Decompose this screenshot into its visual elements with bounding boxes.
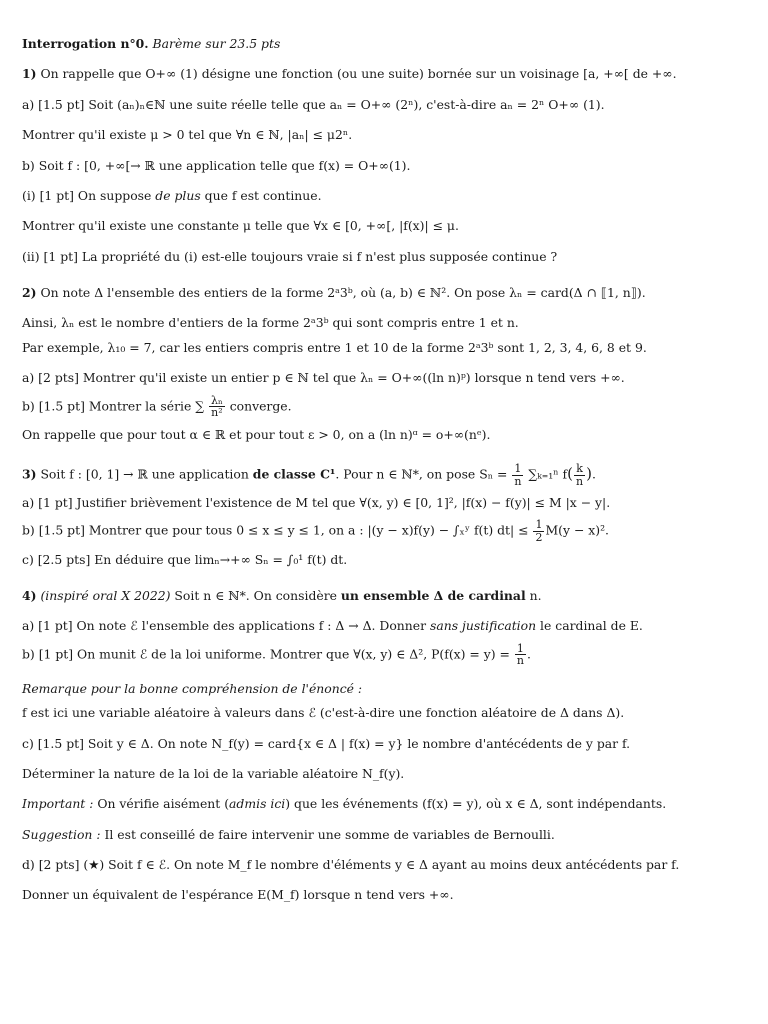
q2b-frac-den: n² — [211, 406, 223, 420]
q4-intro-bold: un ensemble Δ de cardinal — [340, 587, 526, 603]
q3-intro-sum: ∑ₖ₌₁ⁿ f — [528, 466, 568, 482]
q2b-fraction — [209, 395, 225, 419]
q3-paren-close: ) — [586, 464, 592, 483]
q4b-fraction — [515, 643, 526, 667]
q4b: b) [1 pt] On munit ℰ de la loi uniforme. Montrer que ∀(x, y) ∈ Δ², P(f(x) = y) = $\frac{1}{n}$ . — [22, 641, 531, 668]
q1bi-statement — [22, 188, 744, 204]
q3-intro: 3) Soit f : [0, 1] → ℝ une application de classe C¹. Pour n ∈ ℕ*, on pose Sₙ = $\frac{1}{n}$ ∑ₖ₌₁ⁿ f( $\frac{k}{n}$ ). — [22, 461, 596, 488]
q2a: a) [2 pts] Montrer qu'il existe un entier p ∈ ℕ tel que λₙ = O+∞((ln n)ᵖ) lorsque n tend vers +∞. — [22, 370, 625, 386]
exam-title: Interrogation n°0. — [22, 36, 149, 51]
q2b-frac-num: λₙ — [211, 393, 223, 407]
q3-frac2 — [574, 463, 585, 487]
q4b-frac-den: n — [516, 654, 524, 668]
q1-intro — [22, 66, 744, 82]
q2b-prefix: b) [1.5 pt] Montrer la série ∑ — [22, 398, 205, 414]
q2-rappel: On rappelle que pour tout α ∈ ℝ et pour tout ε > 0, on a (ln n)ᵅ = o+∞(nᵉ). — [22, 426, 491, 442]
q4-remarque-label: Remarque pour la bonne compréhension de l'énoncé : — [22, 680, 363, 696]
q3b-frac-num: 1 — [535, 518, 543, 532]
q4-suggestion — [22, 827, 744, 843]
q2-intro — [22, 285, 744, 301]
q4-important-prefix: On vérifie aisément ( — [93, 796, 230, 812]
q3-number: 3) — [22, 466, 37, 482]
q1bii: (ii) [1 pt] La propriété du (i) est-elle toujours vraie si f n'est plus supposée continue ? — [22, 248, 558, 264]
q1bi-task: Montrer qu'il existe une constante μ telle que ∀x ∈ [0, +∞[, |f(x)| ≤ μ. — [22, 218, 459, 234]
q2-number: 2) — [22, 285, 37, 300]
q4a — [22, 618, 744, 634]
q4-intro-end: n. — [525, 587, 542, 603]
q2-exemple: Par exemple, λ₁₀ = 7, car les entiers compris entre 1 et 10 de la forme 2ᵃ3ᵇ sont 1, 2, 3, 4, 6, 8 et 9. — [22, 339, 647, 355]
q1bi-prefix: (i) [1 pt] On suppose — [22, 187, 156, 203]
q4a-suffix: le cardinal de E. — [536, 618, 643, 634]
q3c: c) [2.5 pts] En déduire que limₙ→+∞ Sₙ = ∫₀¹ f(t) dt. — [22, 551, 348, 567]
q4-important-emph: admis ici — [229, 796, 286, 812]
q3-frac1-num: 1 — [512, 463, 523, 476]
q4-important — [22, 796, 744, 812]
q3b-suffix: M(y − x)². — [545, 522, 609, 538]
q2-intro-text: On note Δ l'ensemble des entiers de la forme 2ᵃ3ᵇ, où (a, b) ∈ ℕ². On pose λₙ = card(Δ ∩ ⟦1, n⟧). — [40, 285, 646, 300]
q3-frac1 — [512, 463, 523, 487]
q4-suggestion-label: Suggestion : — [22, 826, 101, 842]
q4-important-suffix: ) que les événements (f(x) = y), où x ∈ Δ, sont indépendants. — [285, 796, 667, 812]
q3b — [22, 519, 744, 543]
q3-intro-bold: de classe C¹ — [252, 466, 336, 482]
q1bi-emph: de plus — [155, 187, 201, 203]
q3b-frac-den: 2 — [535, 530, 543, 544]
q4d-task: Donner un équivalent de l'espérance E(M_f) lorsque n tend vers +∞. — [22, 887, 454, 903]
q3b-prefix: b) [1.5 pt] Montrer que pour tous 0 ≤ x ≤ y ≤ 1, on a : |(y − x)f(y) − ∫ₓʸ f(t) dt| ≤ — [22, 522, 529, 538]
q4c: c) [1.5 pt] Soit y ∈ Δ. On note N_f(y) = card{x ∈ Δ | f(x) = y} le nombre d'antécédents de y par f. — [22, 735, 631, 751]
q4-suggestion-text: Il est conseillé de faire intervenir une somme de variables de Bernoulli. — [100, 826, 555, 842]
q3-frac2-den: n — [576, 474, 584, 488]
q1bi-suffix: que f est continue. — [200, 187, 322, 203]
q1-intro-text: On rappelle que O+∞ (1) désigne une fonction (ou une suite) bornée sur un voisinage [a, +∞[ de +∞. — [40, 66, 677, 82]
q4-intro-mid: Soit n ∈ ℕ*. On considère — [170, 587, 341, 603]
q1a-task: Montrer qu'il existe μ > 0 tel que ∀n ∈ ℕ, |aₙ| ≤ μ2ⁿ. — [22, 127, 353, 143]
q4-number: 4) — [22, 587, 37, 603]
q1-number: 1) — [22, 66, 37, 82]
q2b-suffix: converge. — [229, 398, 292, 414]
q4-remarque-text: f est ici une variable aléatoire à valeurs dans ℰ (c'est-à-dire une fonction aléatoire de Δ dans Δ). — [22, 705, 625, 721]
exam-header — [22, 36, 744, 52]
q3-frac2-num: k — [574, 463, 585, 476]
q4-intro — [22, 588, 744, 604]
q4a-emph: sans justification — [429, 618, 537, 634]
q1b-statement: b) Soit f : [0, +∞[→ ℝ une application telle que f(x) = O+∞(1). — [22, 157, 411, 173]
q3b-fraction — [533, 519, 544, 543]
q3a: a) [1 pt] Justifier brièvement l'existence de M tel que ∀(x, y) ∈ [0, 1]², |f(x) − f(y)| ≤ M |x − y|. — [22, 495, 611, 511]
q4d: d) [2 pts] (★) Soit f ∈ ℰ. On note M_f le nombre d'éléments y ∈ Δ ayant au moins deux antécédents par f. — [22, 857, 680, 872]
q3-intro-mid: . Pour n ∈ ℕ*, on pose Sₙ = — [335, 466, 508, 482]
q1a-statement: a) [1.5 pt] Soit (aₙ)ₙ∈ℕ une suite réelle telle que aₙ = O+∞ (2ⁿ), c'est-à-dire aₙ = 2ⁿ O+∞ (1). — [22, 96, 605, 112]
q4b-prefix: b) [1 pt] On munit ℰ de la loi uniforme. Montrer que ∀(x, y) ∈ Δ², P(f(x) = y) = — [22, 646, 510, 662]
q4c-task: Déterminer la nature de la loi de la variable aléatoire N_f(y). — [22, 765, 405, 781]
q3-paren-open: ( — [567, 464, 573, 483]
exam-bareme: Barème sur 23.5 pts — [152, 36, 281, 51]
q3-intro-prefix: Soit f : [0, 1] → ℝ une application — [40, 466, 253, 482]
q3-frac1-den: n — [514, 474, 522, 488]
q4-intro-emph: (inspiré oral X 2022) — [40, 587, 171, 603]
q2b — [22, 395, 744, 419]
q4a-prefix: a) [1 pt] On note ℰ l'ensemble des applications f : Δ → Δ. Donner — [22, 618, 430, 634]
q4-important-label: Important : — [22, 796, 94, 812]
q4b-frac-num: 1 — [515, 643, 526, 656]
q2-ainsi: Ainsi, λₙ est le nombre d'entiers de la forme 2ᵃ3ᵇ qui sont compris entre 1 et n. — [22, 315, 519, 331]
